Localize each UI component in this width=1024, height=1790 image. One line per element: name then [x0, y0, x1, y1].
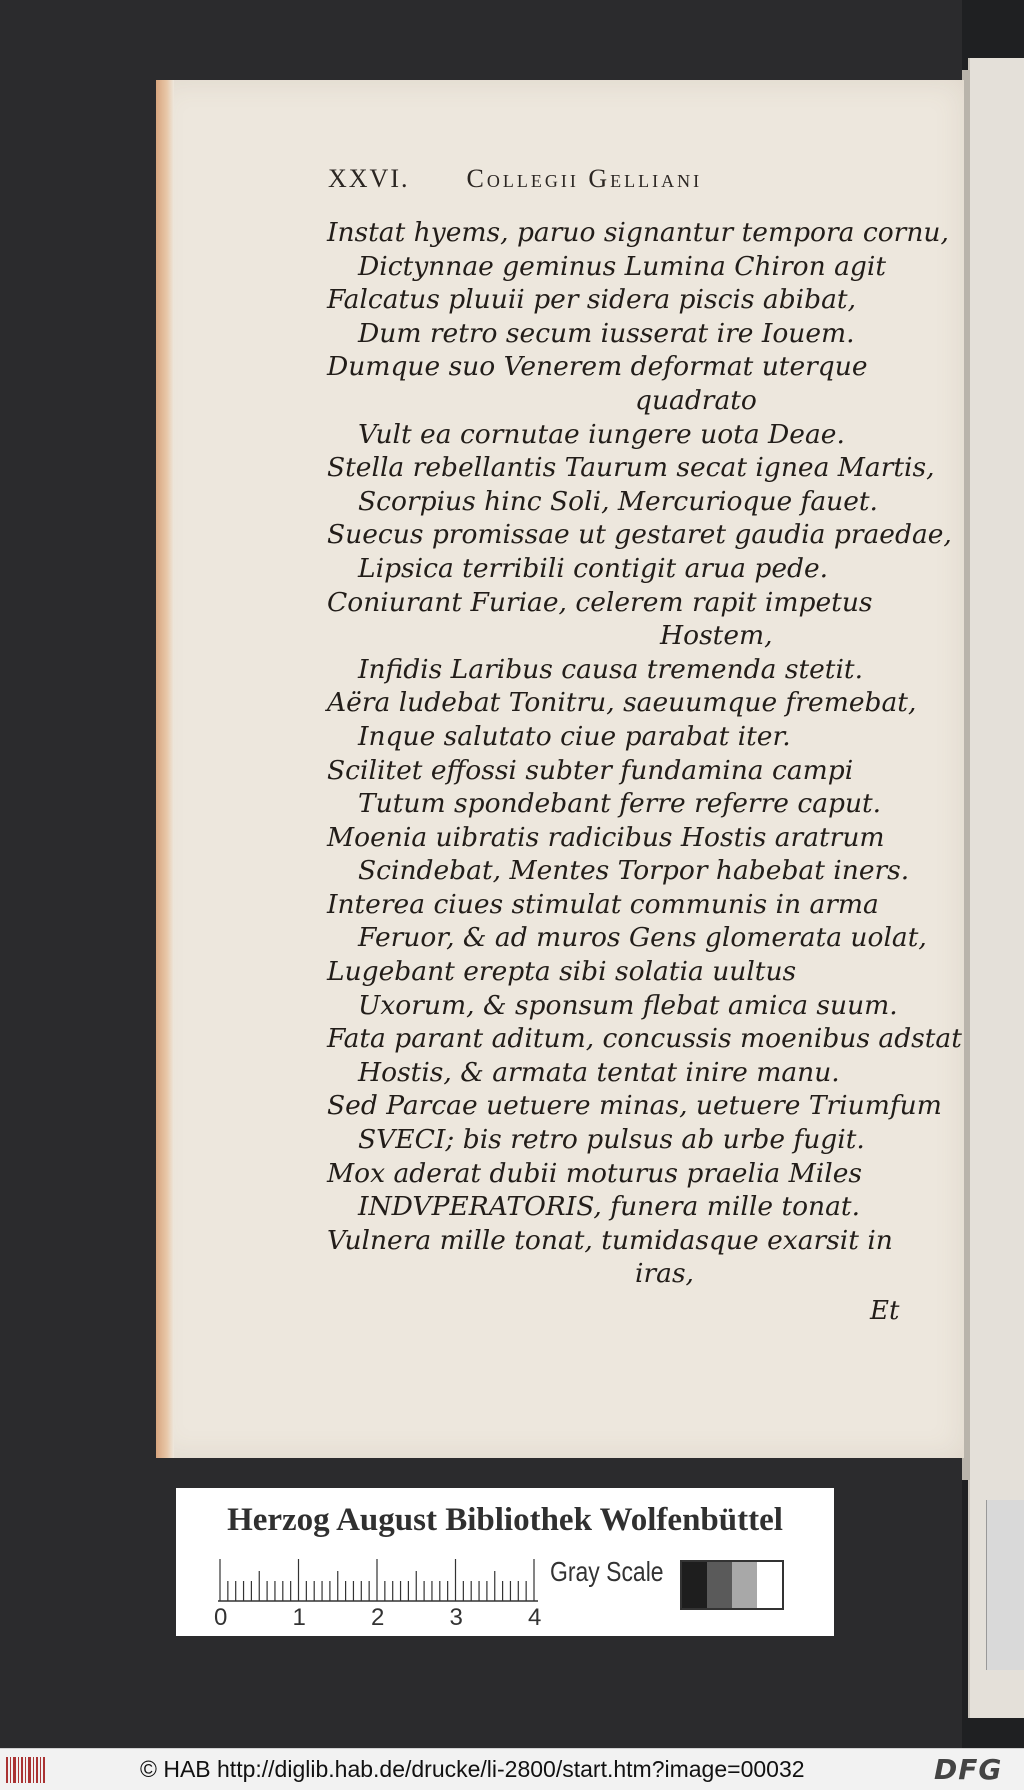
verse-line: Dictynnae geminus Lumina Chiron agit [358, 250, 887, 282]
verse-line: Coniurant Furiae, celerem rapit impetus [327, 586, 873, 618]
verse-line: Scilitet effossi subter fundamina campi [327, 754, 854, 786]
verse-line: Vulnera mille tonat, tumidasque exarsit in [327, 1224, 893, 1256]
ruler-number: 2 [371, 1604, 385, 1631]
verse-line: Moenia uibratis radicibus Hostis aratrum [327, 821, 885, 853]
gray-swatch [707, 1562, 732, 1608]
verse-line: Lipsica terribili contigit arua pede. [358, 552, 829, 584]
verse-line: Hostem, [660, 620, 773, 652]
library-color-card [176, 1488, 834, 1636]
verse-line: Fata parant aditum, concussis moenibus adstat [327, 1023, 962, 1055]
ruler-number: 3 [449, 1604, 463, 1631]
verse-line: INDVPERATORIS, funera mille tonat. [358, 1191, 860, 1223]
verse-line: Uxorum, & sponsum flebat amica suum. [358, 989, 898, 1021]
verse-line: SVECI; bis retro pulsus ab urbe fugit. [358, 1124, 865, 1156]
verse-line: Tutum spondebant ferre referre caput. [358, 788, 882, 820]
verse-line: Hostis, & armata tentat inire manu. [358, 1056, 840, 1088]
verse-line: Inque salutato ciue parabat iter. [358, 720, 791, 752]
verse-line: Vult ea cornutae iungere uota Deae. [358, 418, 845, 450]
verse-line: Infidis Laribus causa tremenda stetit. [358, 653, 863, 685]
gray-swatch [682, 1562, 707, 1608]
adjacent-page-label [986, 1500, 1024, 1670]
verse-line: iras, [635, 1258, 694, 1290]
verse-line: Sed Parcae uetuere minas, uetuere Triumfum [327, 1090, 942, 1122]
verse-line: Scindebat, Mentes Torpor habebat iners. [358, 855, 910, 887]
catchword: Et [870, 1296, 900, 1326]
verse-line: Instat hyems, paruo signantur tempora cornu, [327, 217, 949, 248]
ruler-scale [218, 1558, 538, 1602]
barcode-icon [6, 1757, 46, 1783]
ruler-number: 4 [528, 1604, 542, 1631]
dfg-logo: DFG [934, 1753, 1003, 1786]
ruler-numbers [210, 1604, 550, 1634]
viewer-footer [0, 1748, 1024, 1790]
verse-line: quadrato [635, 384, 757, 416]
verse-line: Suecus promissae ut gestaret gaudia praedae, [327, 519, 952, 551]
page-number: XXVI. [328, 164, 410, 193]
source-link[interactable]: © HAB http://diglib.hab.de/drucke/li-2800/start.htm?image=00032 [140, 1756, 805, 1782]
ruler-number: 1 [292, 1604, 306, 1631]
page-edge [156, 80, 174, 1458]
verse-line: Stella rebellantis Taurum secat ignea Martis, [327, 452, 935, 484]
verse-line: Lugebant erepta sibi solatia uultus [327, 956, 797, 988]
gray-swatch [757, 1562, 782, 1608]
verse-line: Mox aderat dubii moturus praelia Miles [327, 1157, 863, 1189]
gray-scale-swatches [680, 1560, 784, 1610]
ruler-number: 0 [214, 1604, 228, 1631]
verse-line: Interea ciues stimulat communis in arma [327, 888, 879, 920]
running-header [328, 164, 808, 204]
verse-line: Falcatus pluuii per sidera piscis abibat, [327, 284, 856, 316]
gray-scale-label: Gray Scale [550, 1556, 664, 1587]
gray-swatch [732, 1562, 757, 1608]
library-name: Herzog August Bibliothek Wolfenbüttel [227, 1502, 783, 1538]
verse-line: Feruor, & ad muros Gens glomerata uolat, [358, 922, 927, 954]
running-title: Collegii Gelliani [466, 164, 703, 193]
poem-text [300, 216, 962, 1291]
verse-line: Aëra ludebat Tonitru, saeuumque fremebat, [327, 687, 917, 719]
verse-line: Scorpius hinc Soli, Mercurioque fauet. [358, 485, 878, 517]
adjacent-page [968, 58, 1024, 1718]
verse-line: Dum retro secum iusserat ire Iouem. [358, 317, 855, 349]
verse-line: Dumque suo Venerem deformat uterque [327, 351, 868, 383]
